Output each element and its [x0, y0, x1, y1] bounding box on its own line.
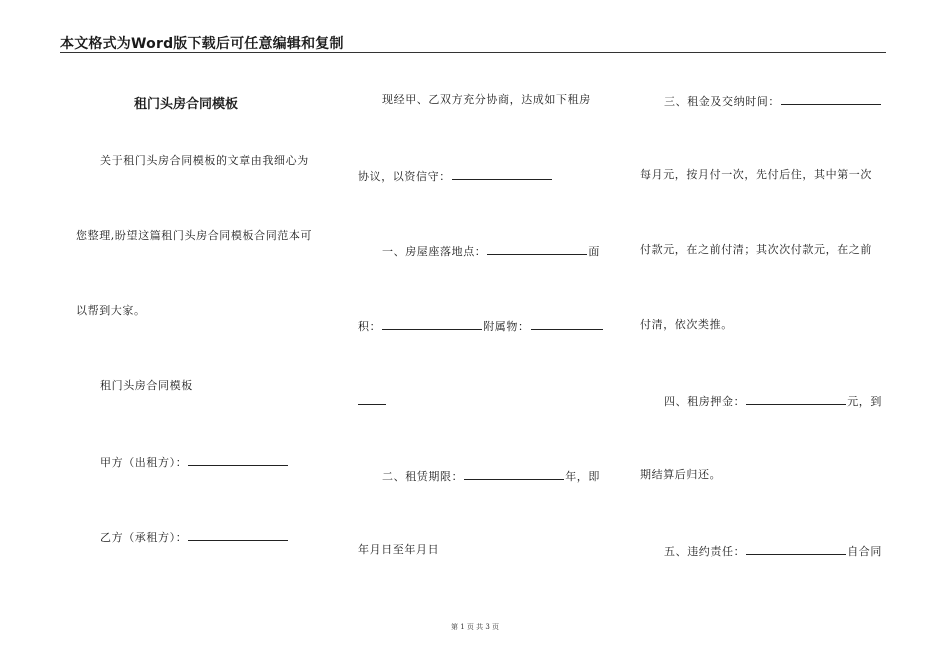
section-2-date-range: 年月日至年月日 — [358, 543, 440, 556]
section-4-line-2: 期结算后归还。 — [640, 468, 722, 481]
section-3-line-2: 每月元，按月付一次，先付后住，其中第一次 — [640, 168, 872, 181]
deposit-blank[interactable] — [746, 393, 846, 405]
page-footer: 第 1 页 共 3 页 — [450, 623, 500, 631]
area-blank[interactable] — [382, 318, 482, 330]
section-4-suffix: 元，到 — [847, 395, 883, 408]
section-1-suffix: 面 — [588, 245, 601, 258]
section-1-line-2 — [358, 318, 604, 334]
section-3-line-3: 付款元，在之前付清；其次次付款元，在之前 — [640, 243, 872, 256]
party-b-label: 乙方（承租方）： — [100, 531, 188, 544]
section-2-line-1 — [382, 468, 600, 484]
liability-blank[interactable] — [746, 543, 846, 555]
term-blank[interactable] — [464, 468, 564, 480]
subtitle: 租门头房合同模板 — [100, 379, 193, 392]
section-1-label: 一、房屋座落地点： — [382, 245, 487, 258]
intro-line-2: 您整理,盼望这篇租门头房合同模板合同范本可 — [76, 229, 313, 242]
party-b-line — [100, 529, 289, 545]
section-4-label: 四、租房押金： — [664, 395, 746, 408]
agreement-blank[interactable] — [452, 168, 552, 180]
section-2-label: 二、租赁期限： — [382, 470, 464, 483]
header-text: 本文格式为Word版下载后可任意编辑和复制 — [60, 36, 344, 52]
section-2-suffix: 年，即 — [565, 470, 601, 483]
party-a-line — [100, 454, 289, 470]
section-3-label: 三、租金及交纳时间： — [664, 95, 780, 108]
column-2 — [358, 0, 608, 620]
paragraph-1-text: 协议，以资信守： — [358, 170, 451, 183]
section-1-line-1 — [382, 243, 600, 259]
party-b-blank[interactable] — [188, 529, 288, 541]
area-label: 积： — [358, 320, 382, 333]
column-1 — [76, 0, 326, 620]
section-5-line-1 — [664, 543, 882, 559]
attached-label: 附属物： — [483, 320, 530, 333]
column-3 — [640, 0, 890, 620]
intro-line-1: 关于租门头房合同模板的文章由我细心为 — [100, 154, 309, 167]
section-3-line-1 — [664, 93, 882, 109]
rent-time-blank[interactable] — [781, 93, 881, 105]
paragraph-1-line-1: 现经甲、乙双方充分协商，达成如下租房 — [382, 93, 591, 106]
party-a-label: 甲方（出租方）： — [100, 456, 188, 469]
location-blank[interactable] — [487, 243, 587, 255]
intro-line-3: 以帮到大家。 — [76, 304, 146, 317]
attached-blank[interactable] — [531, 318, 603, 330]
document-title: 租门头房合同模板 — [134, 97, 239, 112]
paragraph-1-line-2 — [358, 168, 553, 184]
section-4-line-1 — [664, 393, 882, 409]
party-a-blank[interactable] — [188, 454, 288, 466]
attached-blank-continued[interactable] — [358, 393, 386, 405]
section-5-suffix: 自合同 — [847, 545, 883, 558]
section-3-line-4: 付清，依次类推。 — [640, 318, 733, 331]
section-1-line-3 — [358, 393, 387, 409]
section-5-label: 五、违约责任： — [664, 545, 746, 558]
